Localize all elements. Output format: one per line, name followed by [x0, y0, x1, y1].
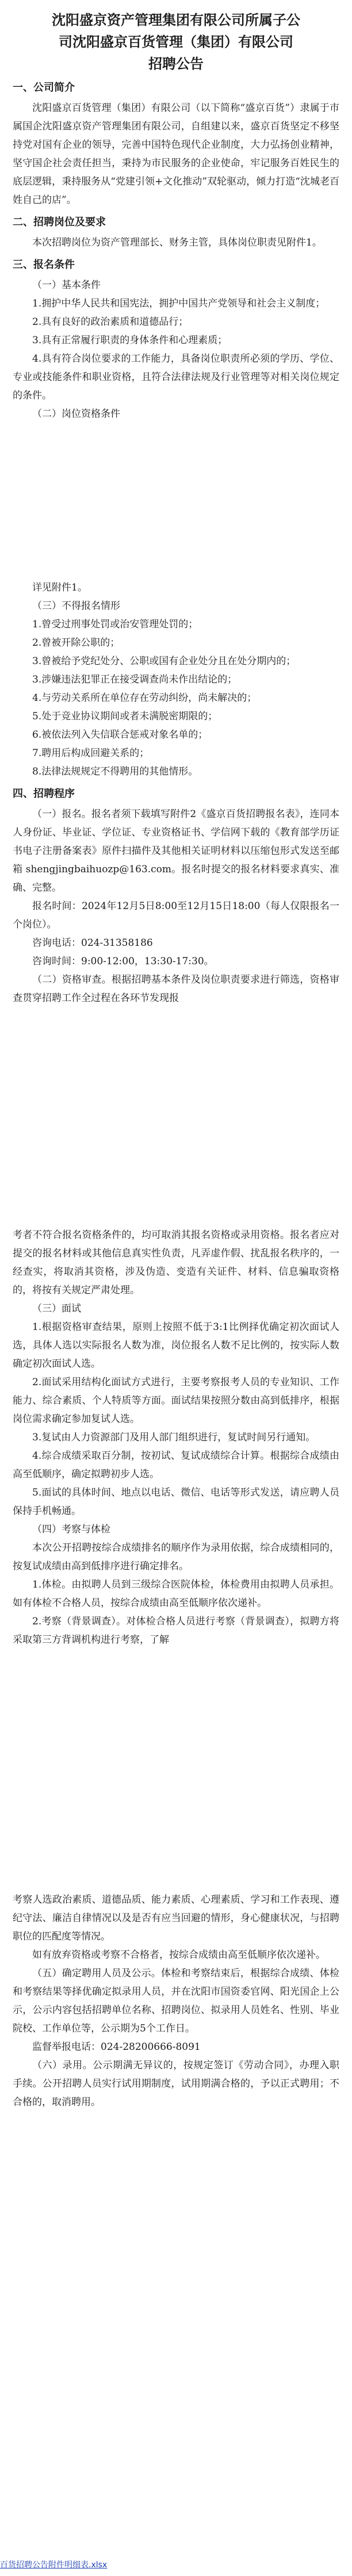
qualification-review-cont: 考者不符合报名资格条件的，均可取消其报名资格或录用资格。报名者应对提交的报名材料或其他信息真实性负责，凡弄虚作假、扰乱报名秩序的，一经查实，将取消其资格，涉及伪造、变造有关证件、材料、信息骗取资格的，将按有关规定严肃处理。 — [13, 1229, 339, 1296]
blank-area — [13, 1007, 339, 1226]
section-conditions-heading: 三、报名条件 — [13, 259, 75, 271]
basic-conditions-label: （一）基本条件 — [32, 279, 101, 291]
evaluation-label: （四）考察与体检 — [32, 1524, 110, 1535]
basic-condition-3: 3.具有正常履行职责的身体条件和心理素质； — [32, 335, 228, 346]
basic-condition-2: 2.具有良好的政治素质和道德品行； — [32, 316, 189, 328]
interview-label: （三）面试 — [32, 1303, 81, 1314]
positions-text: 本次招聘岗位为资产管理部长、财务主管，具体岗位职责见附件1。 — [32, 237, 322, 248]
interview-3: 3.复试由人力资源部门及用人部门组织进行，复试时间另行通知。 — [32, 1432, 316, 1443]
evaluation-text: 本次公开招聘按综合成绩排名的顺序作为录用依据，综合成绩相同的，按复试成绩由高到低排序进行确定排名。 — [13, 1542, 339, 1572]
blank-area — [13, 1649, 339, 1891]
registration-time: 报名时间：2024年12月5日8:00至12月15日18:00（每人仅限报名一个岗位）。 — [13, 900, 339, 930]
basic-condition-1: 1.拥护中华人民共和国宪法，拥护中国共产党领导和社会主义制度； — [32, 298, 326, 309]
consult-hours: 咨询时间：9:00-12:00，13:30-17:30。 — [32, 956, 214, 967]
background-check: 2.考察（背景调查）。对体检合格人员进行考察（背景调查），拟聘方将采取第三方背调机构进行考察，了解 — [13, 1616, 339, 1646]
consult-phone: 咨询电话：024-31358186 — [32, 937, 153, 949]
blank-area — [13, 423, 339, 578]
exclusion-3: 3.曾被给予党纪处分、公职或国有企业处分且在处分期内的； — [32, 656, 296, 667]
company-intro: 沈阳盛京百货管理（集团）有限公司（以下简称“盛京百货”）隶属于市属国企沈阳盛京资产管理集团有限公司，自组建以来，盛京百货坚定不移坚持党对国有企业的领导，完善中国特色现代企业制度，大力弘扬创业精神，坚守国企社会责任担当，秉持为市民服务的企业使命，牢记服务百姓民生的底层逻辑，秉持服务从“党建引领+文化推动”双轮驱动，倾力打造“沈城老百姓自己的店”。 — [13, 102, 339, 206]
exclusion-7: 6.被依法列入失信联合惩戒对象名单的； — [32, 729, 208, 741]
post-conditions-label: （二）岗位资格条件 — [32, 408, 120, 420]
attachment-download-link[interactable]: 百货招聘公告附件明细表.xlsx — [0, 2560, 108, 2570]
exclusion-2: 2.曾被开除公职的； — [32, 637, 120, 649]
exclusion-5: 4.与劳动关系所在单位存在劳动纠纷，尚未解决的； — [32, 692, 257, 704]
interview-5: 5.面试的具体时间、地点以电话、微信、电话等形式发送，请应聘人员保持手机畅通。 — [13, 1487, 339, 1517]
background-check-cont: 考察人选政治素质、道德品质、能力素质、心理素质、学习和工作表现、遵纪守法、廉洁自律情况以及是否有应当回避的情形，身心健康状况，与招聘职位的匹配度等情况。 — [13, 1894, 339, 1942]
supervision-phone: 监督举报电话：024-28200666-8091 — [32, 2041, 201, 2053]
exclusions-label: （三）不得报名情形 — [32, 600, 120, 612]
publicity-text: （五）确定聘用人员及公示。体检和考察结束后，根据综合成绩、体检和考察结果等择优确定拟录用人员，并在沈阳市国资委官网、阳光国企上公示，公示内容包括招聘单位名称、招聘岗位、拟录用人员姓名、性别、毕业院校、工作单位等，公示期为5个工作日。 — [13, 1968, 339, 2034]
basic-condition-4: 4.具有符合岗位要求的工作能力，具备岗位职责所必须的学历、学位、专业或技能条件和职业资格，且符合法律法规及行业管理等对相关岗位规定的条件。 — [13, 353, 339, 401]
exclusion-1: 1.曾受过刑事处罚或治安管理处罚的； — [32, 619, 198, 630]
hiring-text: （六）录用。公示期满无异议的，按规定签订《劳动合同》，办理入职手续。公开招聘人员实行试用期制度，试用期满合格的，予以正式聘用；不合格的，取消聘用。 — [13, 2060, 339, 2108]
interview-2: 2.面试采用结构化面试方式进行，主要考察报考人员的专业知识、工作能力、综合素质、个人特质等方面。面试结果按照分数由高到低排序，根据岗位需求确定参加复试人选。 — [13, 1377, 339, 1425]
medical-check: 1.体检。由拟聘人员到三级综合医院体检，体检费用由拟聘人员承担。如有体检不合格人员，按综合成绩由高至低顺序依次递补。 — [13, 1579, 339, 1609]
section-company-heading: 一、公司简介 — [13, 82, 75, 94]
exclusion-6: 5.处于竞业协议期间或者未满脱密期限的； — [32, 711, 218, 722]
exclusion-8: 7.聘用后构成回避关系的； — [32, 747, 150, 759]
title-line-2: 司沈阳盛京百货管理（集团）有限公司 — [59, 33, 293, 50]
substitution-rule: 如有放弃资格或考察不合格者，按综合成绩由高至低顺序依次递补。 — [32, 1949, 326, 1961]
title-line-3: 招聘公告 — [148, 55, 204, 72]
exclusion-9: 8.法律法规规定不得聘用的其他情形。 — [32, 766, 198, 777]
qualification-review: （二）资格审查。根据招聘基本条件及岗位职责要求进行筛选，资格审查贯穿招聘工作全过程在各环节发现报 — [13, 974, 339, 1004]
interview-4: 4.综合成绩采取百分制，按初试、复试成绩综合计算。根据综合成绩由高至低顺序，确定拟聘初步人选。 — [13, 1450, 339, 1480]
see-attachment: 详见附件1。 — [32, 582, 87, 593]
exclusion-4: 3.涉嫌违法犯罪正在接受调查尚未作出结论的； — [32, 674, 238, 685]
title-line-1: 沈阳盛京资产管理集团有限公司所属子公 — [52, 12, 300, 28]
section-procedure-heading: 四、招聘程序 — [13, 788, 75, 800]
registration-text: （一）报名。报名者须下载填写附件2《盛京百货招聘报名表》，连同本人身份证、毕业证、学位证、专业资格证书、学信网下载的《教育部学历证书电子注册备案表》原件扫描件及其他相关证明材料以压缩包形式发送至邮箱 shengjingbaihuozp@163.com。报名时提交的报名材料要求真实、准确、完整。 — [13, 808, 339, 894]
interview-1: 1.根据资格审查结果，原则上按照不低于3:1比例择优确定初次面试人选，具体人选以实际报名人数为准，岗位报名人数不足比例的，按实际人数确定初次面试人选。 — [13, 1321, 339, 1370]
section-positions-heading: 二、招聘岗位及要求 — [13, 216, 106, 228]
